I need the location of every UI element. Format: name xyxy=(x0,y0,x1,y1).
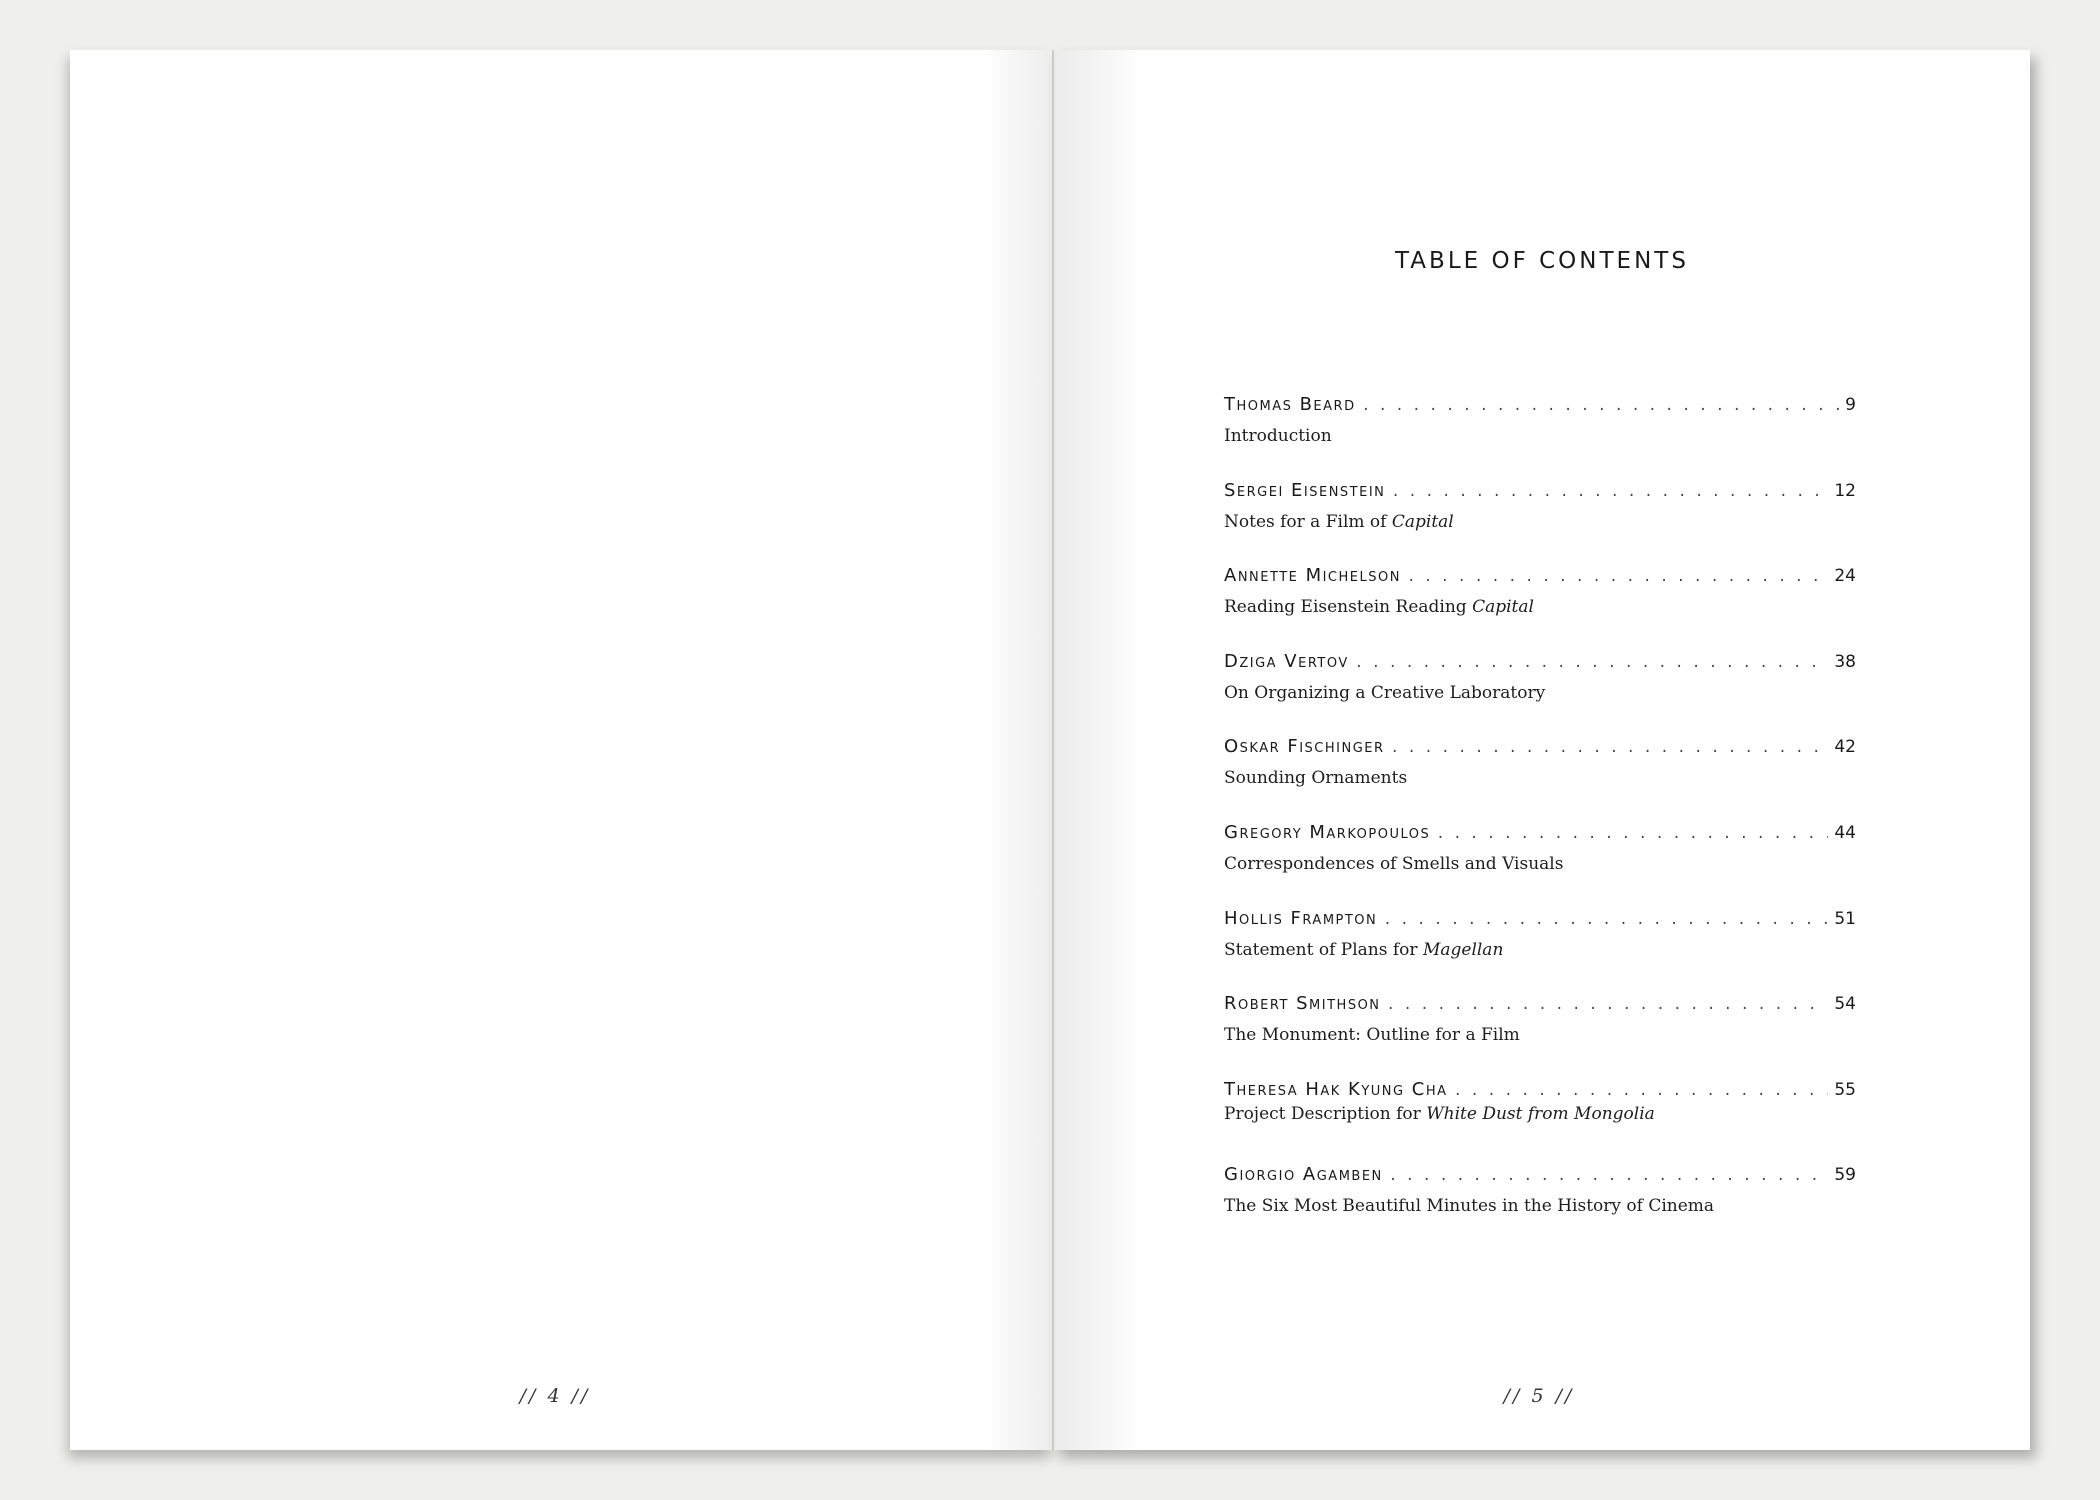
toc-subtitle-text: Reading Eisenstein Reading xyxy=(1224,597,1473,618)
toc-entry-line xyxy=(1224,733,1856,761)
dot-leader xyxy=(1454,1077,1829,1105)
left-page-number: // 4 // xyxy=(519,1385,591,1407)
dot-leader xyxy=(1407,563,1828,591)
toc-subtitle xyxy=(1224,938,1856,962)
toc-entry xyxy=(1224,990,1856,1076)
book-spread xyxy=(70,50,2030,1450)
gutter-shadow xyxy=(982,50,1052,1450)
dot-leader xyxy=(1383,906,1828,934)
toc-subtitle xyxy=(1224,852,1856,876)
toc-page-number: 44 xyxy=(1834,822,1856,843)
toc-subtitle-text: Project Description for xyxy=(1224,1103,1427,1124)
toc-page-number: 54 xyxy=(1834,994,1856,1015)
toc-author: Annette Michelson xyxy=(1224,565,1401,587)
toc-page-number: 51 xyxy=(1834,908,1856,929)
toc-page-number: 59 xyxy=(1834,1165,1856,1186)
toc-subtitle xyxy=(1224,424,1856,448)
toc-author: Theresa Hak Kyung Cha xyxy=(1224,1078,1448,1100)
toc-subtitle-italic: Magellan xyxy=(1422,939,1504,960)
toc-subtitle xyxy=(1224,595,1856,619)
dot-leader xyxy=(1436,820,1828,848)
toc-entry xyxy=(1224,1076,1856,1162)
toc-subtitle xyxy=(1224,681,1856,705)
dot-leader xyxy=(1389,1162,1829,1190)
toc-subtitle-text: The Six Most Beautiful Minutes in the History of Cinema xyxy=(1224,1196,1715,1217)
toc-subtitle-text: Notes for a Film of xyxy=(1224,511,1392,532)
toc-entry-line xyxy=(1224,990,1856,1018)
toc-entry xyxy=(1224,391,1856,477)
toc-entry xyxy=(1224,819,1856,905)
toc-author: Thomas Beard xyxy=(1224,394,1356,415)
toc-subtitle-italic: Capital xyxy=(1472,597,1534,618)
toc-subtitle-text: Correspondences of Smells and Visuals xyxy=(1224,853,1564,874)
toc-page-number: 55 xyxy=(1834,1079,1856,1100)
toc-author: Sergei Eisenstein xyxy=(1224,479,1386,501)
toc-author: Hollis Frampton xyxy=(1224,907,1378,929)
toc-subtitle-italic: White Dust from Mongolia xyxy=(1426,1103,1655,1124)
table-of-contents xyxy=(1224,391,1856,1247)
right-page xyxy=(1054,50,2030,1450)
toc-entry-line xyxy=(1224,1161,1856,1189)
right-page-number: // 5 // xyxy=(1503,1385,1575,1407)
toc-author: Robert Smithson xyxy=(1224,993,1381,1015)
toc-subtitle-text: Statement of Plans for xyxy=(1224,939,1423,960)
toc-page-number: 9 xyxy=(1845,395,1856,415)
toc-author: Giorgio Agamben xyxy=(1224,1164,1383,1186)
toc-page-number: 42 xyxy=(1834,737,1856,758)
toc-entry-line xyxy=(1224,562,1856,590)
page-title: TABLE OF CONTENTS xyxy=(1395,248,1689,274)
toc-subtitle-text: The Monument: Outline for a Film xyxy=(1224,1025,1520,1046)
toc-entry xyxy=(1224,648,1856,734)
dot-leader xyxy=(1387,991,1829,1019)
toc-entry xyxy=(1224,733,1856,819)
toc-page-number: 12 xyxy=(1834,480,1856,501)
toc-page-number: 24 xyxy=(1834,566,1856,587)
dot-leader xyxy=(1355,649,1829,677)
toc-entry-line xyxy=(1224,391,1856,419)
toc-entry xyxy=(1224,1161,1856,1247)
toc-subtitle-italic: Capital xyxy=(1391,511,1454,532)
toc-author: Dziga Vertov xyxy=(1224,650,1349,672)
toc-subtitle-text: Sounding Ornaments xyxy=(1224,768,1408,789)
toc-page-number: 38 xyxy=(1834,651,1856,672)
toc-subtitle xyxy=(1224,1194,1856,1218)
dot-leader xyxy=(1362,392,1840,420)
toc-subtitle xyxy=(1224,1023,1856,1047)
toc-subtitle xyxy=(1224,766,1856,790)
left-page xyxy=(70,50,1052,1450)
toc-entry-line xyxy=(1224,905,1856,933)
dot-leader xyxy=(1391,734,1829,762)
toc-entry-line xyxy=(1224,477,1856,505)
dot-leader xyxy=(1391,478,1828,506)
toc-subtitle-text: On Organizing a Creative Laboratory xyxy=(1224,682,1546,703)
toc-entry xyxy=(1224,905,1856,991)
toc-entry xyxy=(1224,477,1856,563)
toc-subtitle-text: Introduction xyxy=(1224,426,1332,446)
toc-entry xyxy=(1224,562,1856,648)
toc-subtitle xyxy=(1224,1102,1856,1126)
toc-author: Oskar Fischinger xyxy=(1224,736,1385,758)
toc-entry-line xyxy=(1224,819,1856,847)
toc-entry-line xyxy=(1224,648,1856,676)
toc-subtitle xyxy=(1224,510,1856,534)
toc-author: Gregory Markopoulos xyxy=(1224,821,1431,843)
toc-entry-line xyxy=(1224,1076,1856,1104)
